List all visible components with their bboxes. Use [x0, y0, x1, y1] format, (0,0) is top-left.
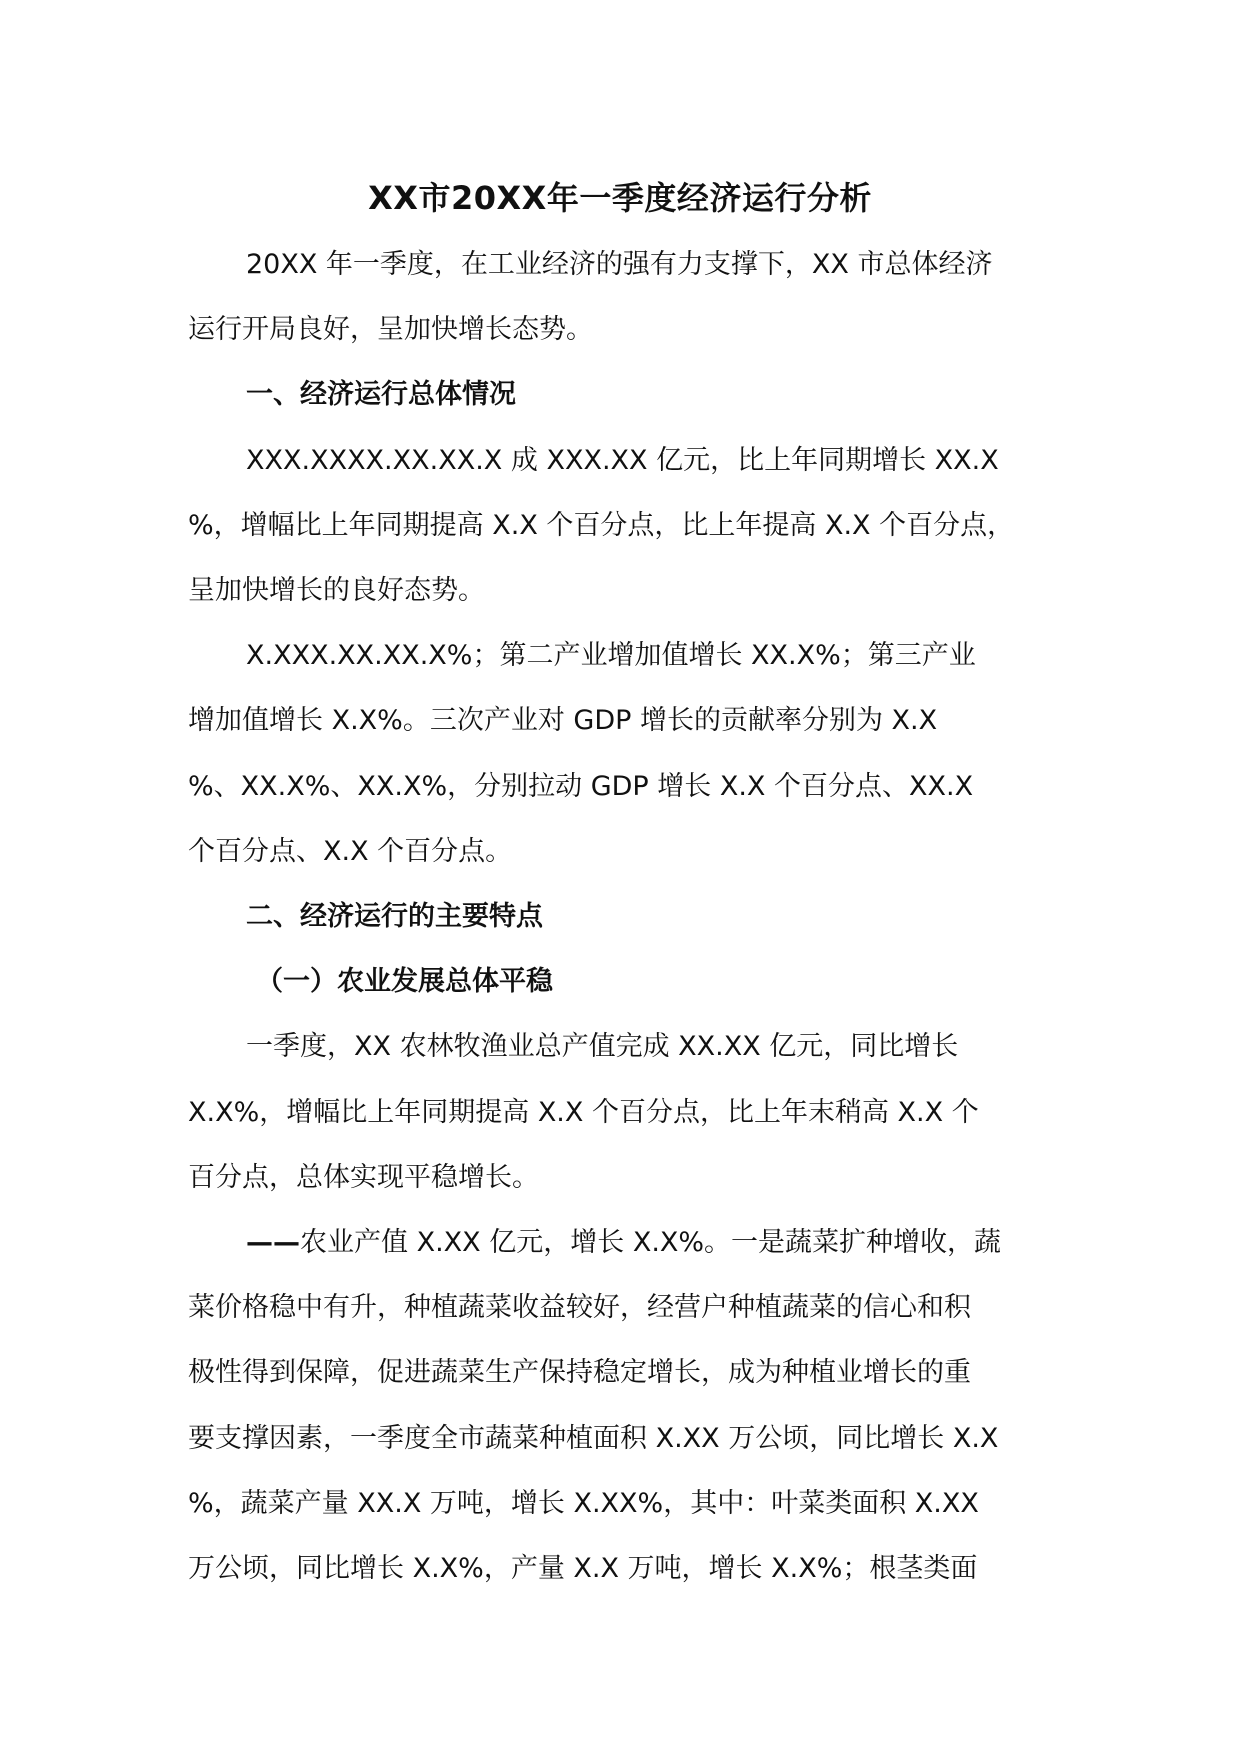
section-heading-overall	[188, 362, 1088, 427]
text-line: 一季度，XX 农林牧渔业总产值完成 XX.XX 亿元，同比增长	[246, 1031, 959, 1063]
text-line: XXX.XXXX.XX.XX.X 成 XXX.XX 亿元，比上年同期增长 XX.X	[246, 444, 999, 476]
document-body	[188, 232, 1088, 1601]
text-line: %、XX.X%、XX.X%，分别拉动 GDP 增长 X.X 个百分点、XX.X	[188, 770, 974, 802]
heading-text: 二、经济运行的主要特点	[246, 901, 543, 933]
paragraph-vegetables	[188, 1210, 1088, 1601]
document-title: XX市20XX年一季度经济运行分析	[368, 179, 872, 217]
text-line: %，增幅比上年同期提高 X.X 个百分点，比上年提高 X.X 个百分点，	[188, 509, 1015, 541]
subheading-text: （一）农业发展总体平稳	[256, 966, 553, 998]
text-line: X.XXX.XX.XX.X%；第二产业增加值增长 XX.X%；第三产业	[246, 640, 976, 672]
text-line: 万公顷，同比增长 X.X%，产量 X.X 万吨，增长 X.X%；根茎类面	[188, 1553, 978, 1585]
text-line	[188, 1210, 1088, 1275]
text-line: 极性得到保障，促进蔬菜生产保持稳定增长，成为种植业增长的重	[188, 1357, 971, 1389]
paragraph-gdp	[188, 428, 1088, 624]
text-line: %，蔬菜产量 XX.X 万吨，增长 X.XX%，其中：叶菜类面积 X.XX	[188, 1487, 979, 1519]
text-line: 呈加快增长的良好态势。	[188, 575, 485, 607]
text-line: 20XX 年一季度，在工业经济的强有力支撑下，XX 市总体经济	[246, 249, 993, 280]
text-line: X.X%，增幅比上年同期提高 X.X 个百分点，比上年末稍高 X.X 个	[188, 1096, 979, 1128]
subsection-heading-agriculture	[188, 949, 1088, 1014]
text-line: 菜价格稳中有升，种植蔬菜收益较好，经营户种植蔬菜的信心和积	[188, 1292, 971, 1324]
text-line: 运行开局良好，呈加快增长态势。	[188, 314, 593, 346]
paragraph-agriculture	[188, 1014, 1088, 1210]
text-line: 要支撑因素，一季度全市蔬菜种植面积 X.XX 万公顷，同比增长 X.X	[188, 1422, 999, 1454]
text-line: 百分点，总体实现平稳增长。	[188, 1161, 539, 1193]
paragraph-industries	[188, 623, 1088, 884]
text-line: 增加值增长 X.X%。三次产业对 GDP 增长的贡献率分别为 X.X	[188, 705, 938, 737]
heading-text: 一、经济运行总体情况	[246, 379, 516, 411]
paragraph-intro	[188, 232, 1088, 362]
text-segment: 农业产值 X.XX 亿元，增长 X.X%。一是蔬菜扩种增收，蔬	[300, 1227, 1002, 1259]
section-heading-features	[188, 884, 1088, 949]
em-dash: ——	[246, 1227, 300, 1259]
text-line: 个百分点、X.X 个百分点。	[188, 835, 513, 867]
